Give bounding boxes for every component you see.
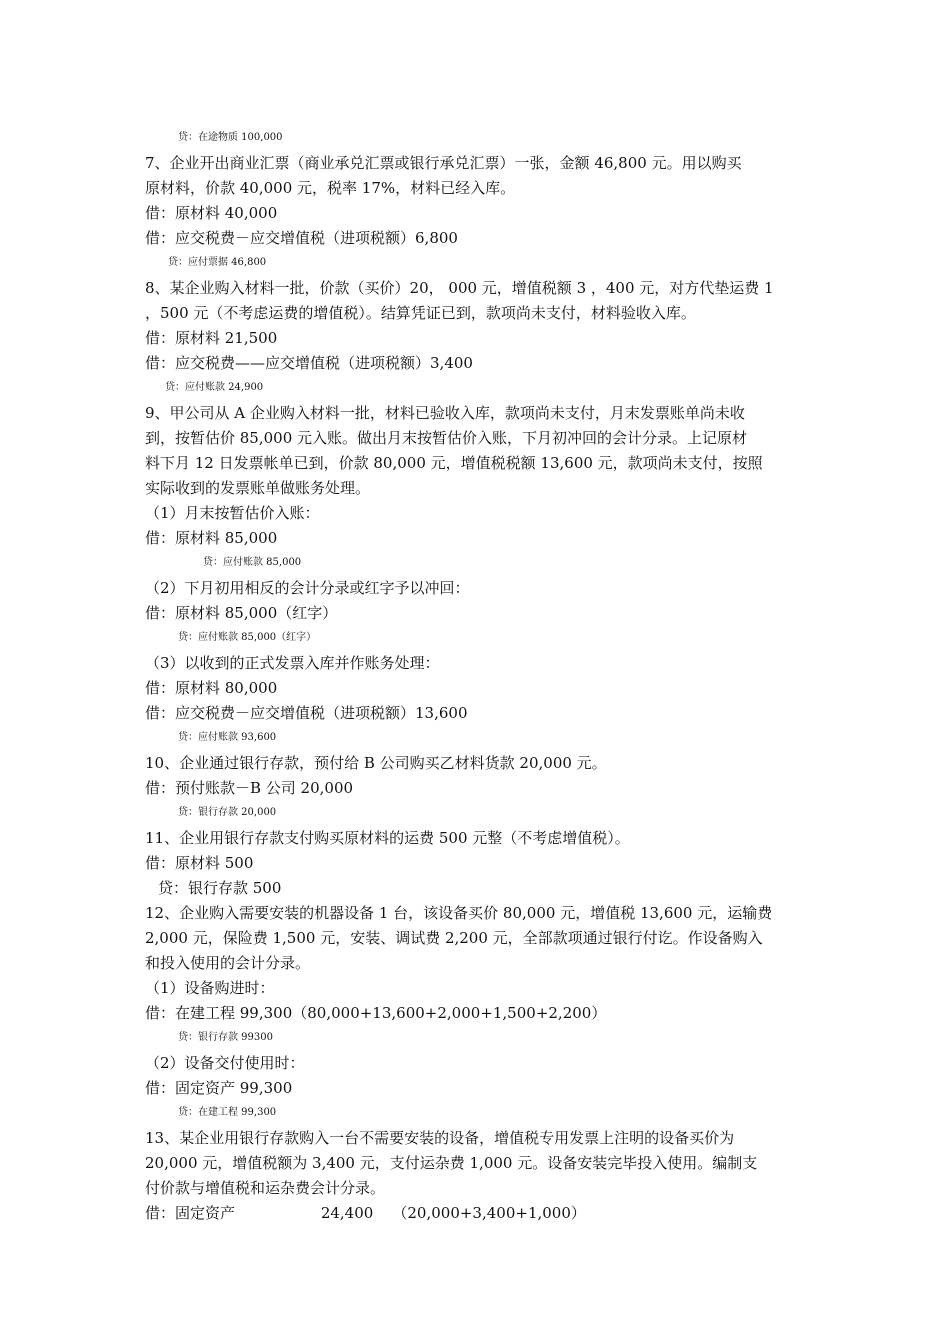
text-line: 付价款与增值税和运杂费会计分录。: [145, 1179, 386, 1197]
text-line: 贷：应付账款 24,900: [165, 382, 264, 393]
text-line: 到，按暂估价 85,000 元入账。做出月末按暂估价入账，下月初冲回的会计分录。上记原材: [145, 429, 748, 447]
text-line: 贷：应付账款 85,000（红字）: [178, 632, 317, 643]
text-line: 原材料，价款 40,000 元，税率 17%，材料已经入库。: [145, 179, 516, 197]
text-line: 借：原材料 40,000: [145, 204, 278, 222]
text-line: 借：固定资产 24,400 （20,000+3,400+1,000）: [145, 1204, 586, 1222]
text-line: 2,000 元，保险费 1,500 元，安装、调试费 2,200 元，全部款项通过银行付讫。作设备购入: [145, 929, 763, 947]
text-line: 20,000 元，增值税额为 3,400 元，支付运杂费 1,000 元。设备安装完毕投入使用。编制支: [145, 1154, 758, 1172]
text-line: ，500 元（不考虑运费的增值税）。结算凭证已到，款项尚未支付，材料验收入库。: [145, 304, 696, 322]
text-line: 8、某企业购入材料一批，价款（买价）20， 000 元，增值税额 3 ，400 元，对方代垫运费 1: [145, 279, 774, 297]
text-line: （1）设备购进时：: [145, 979, 275, 997]
text-line: 9、甲公司从 A 企业购入材料一批，材料已验收入库，款项尚未支付，月末发票账单尚未收: [145, 404, 745, 422]
text-line: 和投入使用的会计分录。: [145, 954, 311, 972]
text-line: 13、某企业用银行存款购入一台不需要安装的设备，增值税专用发票上注明的设备买价为: [145, 1129, 735, 1147]
text-line: 借：在建工程 99,300（80,000+13,600+2,000+1,500+2,200）: [145, 1004, 607, 1022]
text-line: （3）以收到的正式发票入库并作账务处理：: [145, 654, 440, 672]
text-line: 贷：应付账款 85,000: [203, 557, 302, 568]
text-line: 贷：在建工程 99,300: [178, 1107, 277, 1118]
text-line: 借：固定资产 99,300: [145, 1079, 293, 1097]
text-line: 10、企业通过银行存款，预付给 B 公司购买乙材料货款 20,000 元。: [145, 754, 607, 772]
text-line: 7、企业开出商业汇票（商业承兑汇票或银行承兑汇票）一张，金额 46,800 元。用以购买: [145, 154, 742, 172]
text-line: （2）下月初用相反的会计分录或红字予以冲回：: [145, 579, 470, 597]
text-line: 借：应交税费——应交增值税（进项税额）3,400: [145, 354, 473, 372]
text-line: 贷：应付账款 93,600: [178, 732, 277, 743]
text-line: 借：原材料 85,000（红字）: [145, 604, 338, 622]
text-line: 借：预付账款－B 公司 20,000: [145, 779, 354, 797]
text-line: 料下月 12 日发票帐单已到，价款 80,000 元，增值税税额 13,600 元，款项尚未支付，按照: [145, 454, 763, 472]
text-line: （1）月末按暂估价入账：: [145, 504, 320, 522]
text-line: 贷：应付票据 46,800: [168, 257, 267, 268]
text-line: 借：应交税费－应交增值税（进项税额）6,800: [145, 229, 458, 247]
text-line: 借：原材料 80,000: [145, 679, 278, 697]
text-line: 贷：银行存款 99300: [178, 1032, 273, 1043]
text-line: 11、企业用银行存款支付购买原材料的运费 500 元整（不考虑增值税）。: [145, 829, 630, 847]
text-line: 借：应交税费－应交增值税（进项税额）13,600: [145, 704, 468, 722]
text-line: 借：原材料 500: [145, 854, 254, 872]
text-line: 借：原材料 85,000: [145, 529, 278, 547]
text-line: 贷：银行存款 500: [158, 879, 282, 897]
text-line: 借：原材料 21,500: [145, 329, 278, 347]
text-line: 贷：在途物质 100,000: [178, 132, 283, 143]
text-line: 12、企业购入需要安装的机器设备 1 台，该设备买价 80,000 元，增值税 13,600 元，运输费: [145, 904, 773, 922]
text-line: 实际收到的发票账单做账务处理。: [145, 479, 371, 497]
text-line: 贷：银行存款 20,000: [178, 807, 277, 818]
text-line: （2）设备交付使用时：: [145, 1054, 305, 1072]
